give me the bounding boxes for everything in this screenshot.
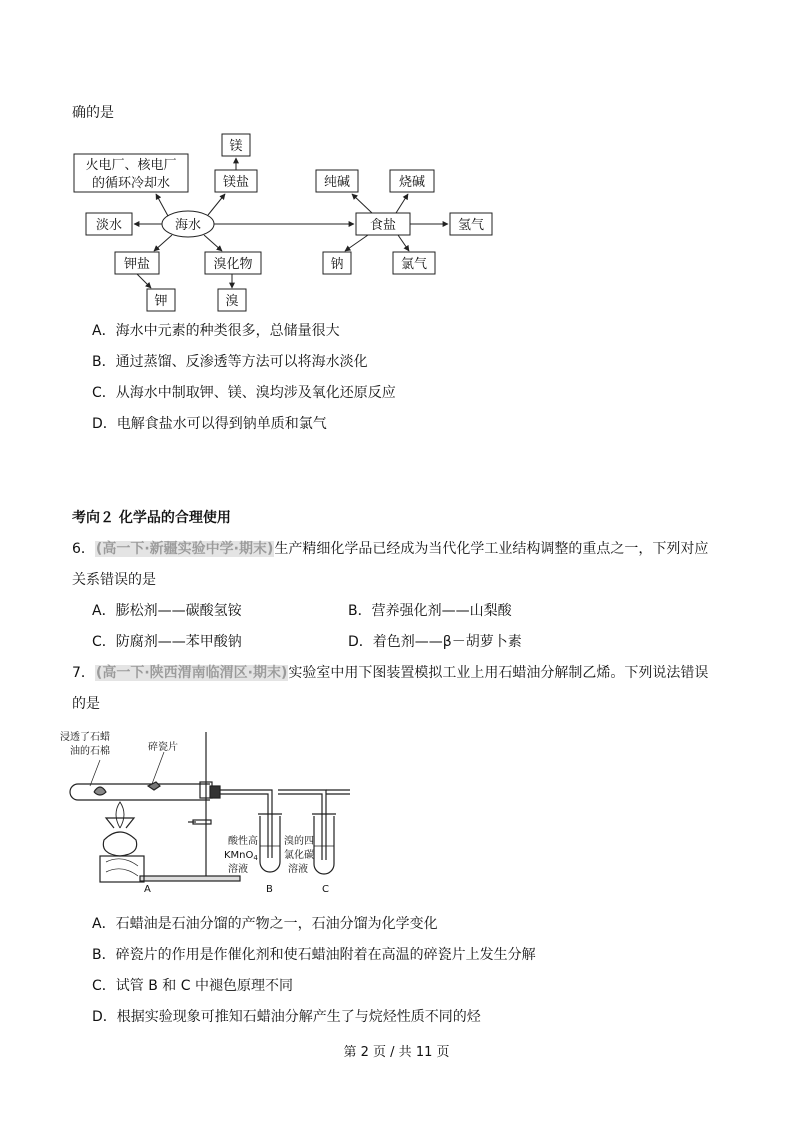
magnesium-salt-label: 镁盐 bbox=[222, 175, 250, 190]
caustic-soda-label: 烧碱 bbox=[398, 175, 426, 190]
label-tube-b-3: 溶液 bbox=[228, 864, 248, 875]
label-tube-b-2: KMnO$_4$ bbox=[224, 850, 258, 862]
seawater-label: 海水 bbox=[174, 218, 202, 233]
q5-option-a: A．海水中元素的种类很多，总储量很大 bbox=[92, 323, 340, 339]
label-tube-b-1: 酸性高 bbox=[228, 836, 258, 847]
q7-option-c: C．试管 B 和 C 中褪色原理不同 bbox=[92, 978, 293, 994]
q6-option-a: A．膨松剂——碳酸氢铵 bbox=[92, 603, 242, 619]
potassium-label: 钾 bbox=[154, 294, 168, 309]
q6-stem-part-1: 生产精细化学品已经成为当代化学工业结构调整的重点之一，下列对应 bbox=[274, 541, 709, 557]
q7-option-d: D．根据实验现象可推知石蜡油分解产生了与烷烃性质不同的烃 bbox=[92, 1009, 481, 1025]
q5-option-b: B．通过蒸馏、反渗透等方法可以将海水淡化 bbox=[92, 354, 368, 370]
page-footer: 第 2 页 / 共 11 页 bbox=[343, 1045, 450, 1060]
q6-option-c: C．防腐剂——苯甲酸钠 bbox=[92, 634, 242, 650]
label-c: C bbox=[322, 884, 329, 895]
label-tube-c-3: 溶液 bbox=[288, 864, 308, 875]
label-paraffin-asbestos-2: 油的石棉 bbox=[70, 746, 110, 757]
q7-stem-part-1: 实验室中用下图装置模拟工业上用石蜡油分解制乙烯。下列说法错误 bbox=[288, 665, 709, 681]
q7-option-a: A．石蜡油是石油分馏的产物之一，石油分馏为化学变化 bbox=[92, 916, 438, 932]
label-b: B bbox=[266, 884, 273, 895]
q6-number: 6． bbox=[72, 541, 95, 557]
q7-number: 7． bbox=[72, 665, 95, 681]
q7-stem-line-2: 的是 bbox=[72, 696, 100, 712]
hydrogen-label: 氢气 bbox=[457, 218, 485, 233]
label-paraffin-asbestos-1: 浸透了石蜡 bbox=[60, 732, 110, 743]
q6-stem-line-1 bbox=[72, 540, 708, 558]
q7-stem-line-1 bbox=[72, 664, 708, 682]
q6-option-d: D．着色剂——β－胡萝卜素 bbox=[348, 634, 522, 650]
fresh-water-label: 淡水 bbox=[95, 218, 123, 233]
seawater-resource-diagram bbox=[68, 132, 508, 312]
label-tube-c-2: 氯化碳 bbox=[284, 850, 314, 861]
q6-source-tag: (高一下·新疆实验中学·期末) bbox=[95, 541, 274, 557]
q7-source-tag: (高一下·陕西渭南临渭区·期末) bbox=[95, 665, 288, 681]
magnesium-label: 镁 bbox=[229, 139, 243, 154]
label-tube-c-1: 溴的四 bbox=[284, 836, 314, 847]
label-porcelain: 碎瓷片 bbox=[148, 742, 178, 753]
bromide-label: 溴化物 bbox=[213, 257, 253, 272]
cooling-water-label-2: 的循环冷却水 bbox=[91, 176, 171, 191]
salt-label: 食盐 bbox=[369, 218, 397, 233]
sodium-label: 钠 bbox=[330, 257, 344, 272]
q6-option-b: B．营养强化剂——山梨酸 bbox=[348, 603, 512, 619]
cracking-apparatus-figure bbox=[60, 728, 360, 896]
q7-option-b: B．碎瓷片的作用是作催化剂和使石蜡油附着在高温的碎瓷片上发生分解 bbox=[92, 947, 536, 963]
bromine-label: 溴 bbox=[225, 294, 239, 309]
potassium-salt-label: 钾盐 bbox=[123, 257, 151, 272]
chlorine-label: 氯气 bbox=[400, 257, 428, 272]
cooling-water-label-1: 火电厂、核电厂 bbox=[85, 158, 177, 173]
q5-option-c: C．从海水中制取钾、镁、溴均涉及氧化还原反应 bbox=[92, 385, 396, 401]
q5-option-d: D．电解食盐水可以得到钠单质和氯气 bbox=[92, 416, 327, 432]
q6-stem-line-2: 关系错误的是 bbox=[72, 572, 156, 588]
q5-stem-tail: 确的是 bbox=[72, 105, 114, 121]
soda-ash-label: 纯碱 bbox=[323, 175, 351, 190]
section-title: 考向２ 化学品的合理使用 bbox=[72, 510, 231, 526]
label-a: A bbox=[144, 884, 151, 895]
